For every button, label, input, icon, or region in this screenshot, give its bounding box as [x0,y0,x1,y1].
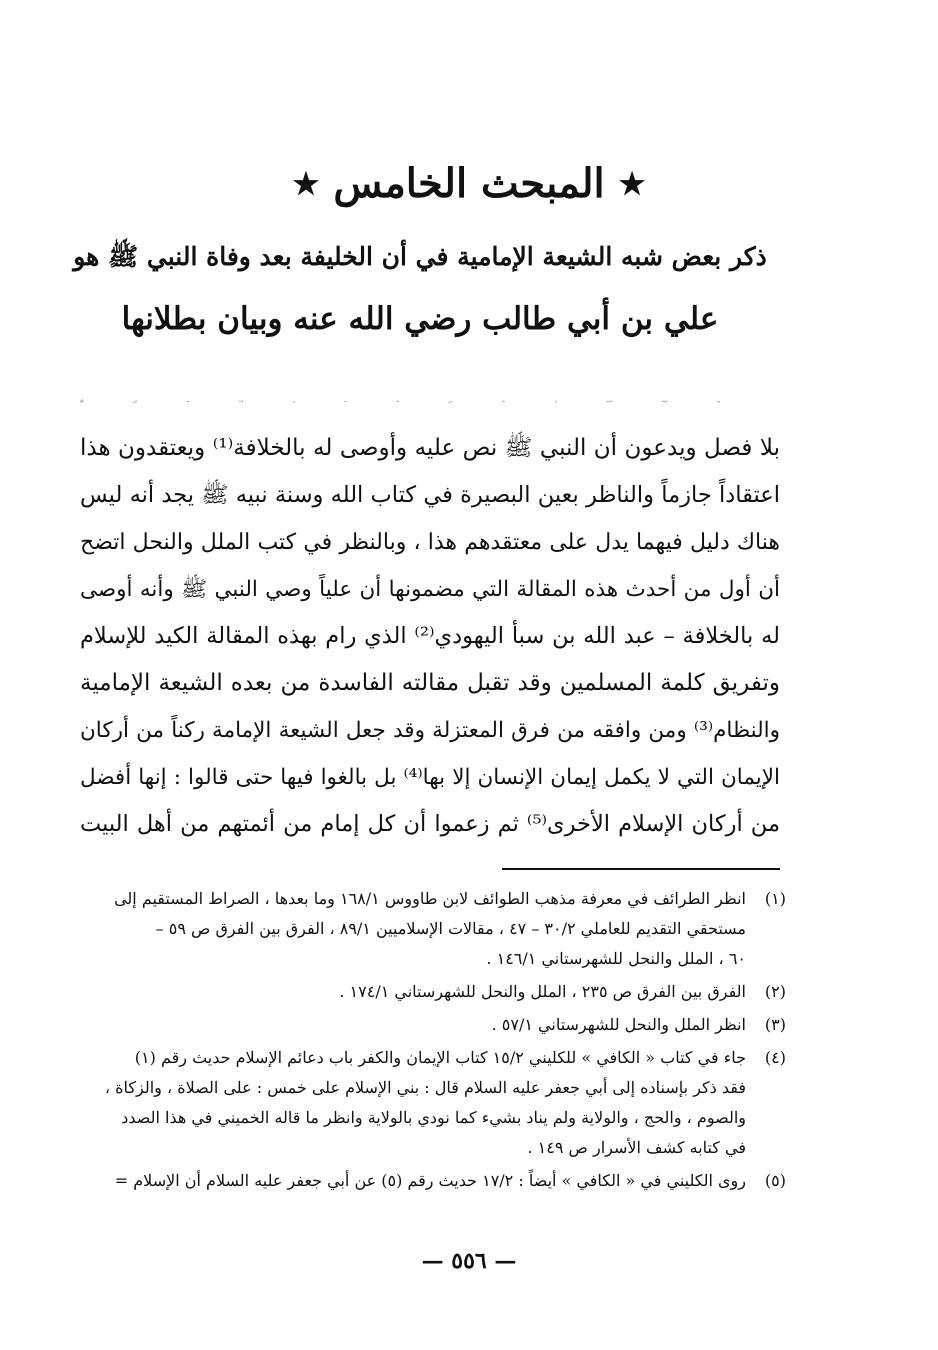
star-icon: ★ [292,167,320,202]
footnote-line: والصوم ، والحج ، والولاية ولم يناد بشيء كما نودي بالولاية وانظر ما قاله الخميني في هذا الصدد [121,1108,746,1127]
body-line: أن أول من أحدث هذه المقالة التي مضمونها أن علياً وصي النبي ﷺ وأنه أوصى [80,577,780,602]
footnote-line: ٦٠ ، الملل والنحل للشهرستاني ١٤٦/١ . [486,949,746,968]
body-line: والنظام⁽³⁾ ومن وافقه من فرق المعتزلة وقد جعل الشيعة الإمامة ركناً من أركان [80,718,780,743]
footnote [76,884,786,974]
star-icon: ★ [618,167,646,202]
footnote-line: انظر الطرائف في معرفة مذهب الطوائف لابن طاووس ١٦٨/١ وما بعدها ، الصراط المستقيم إلى [114,889,746,908]
chapter-heading [0,158,938,211]
body-line: اعتقاداً جازماً والناظر بعين البصيرة في كتاب الله وسنة نبيه ﷺ يجد أنه ليس [80,482,780,508]
chapter-heading-text: المبحث الخامس [333,160,605,207]
body-line: هناك دليل فيهما يدل على معتقدهم هذا ، وبالنظر في كتب الملل والنحل اتضح [80,530,780,555]
footnote-line: الفرق بين الفرق ص ٢٣٥ ، الملل والنحل للشهرستاني ١٧٤/١ . [339,982,746,1001]
footnote-line: فقد ذكر بإسناده إلى أبي جعفر عليه السلام قال : بني الإسلام على خمس : على الصلاة ، والزكاة ، [104,1078,746,1097]
footnote-number: (٢) [764,982,786,1001]
page-number: — ٥٥٦ — [421,1248,517,1274]
footnote-number: (١) [764,889,786,908]
body-line: وتفريق كلمة المسلمين وقد تقبل مقالته الفاسدة من بعده الشيعة الإمامية [80,670,780,696]
body-line: له بالخلافة – عبد الله بن سبأ اليهودي⁽²⁾ الذي رام بهذه المقالة الكيد للإسلام [80,623,780,649]
footnote [76,1043,786,1163]
footnotes [76,884,786,1199]
footnote-line: روى الكليني في « الكافي » أيضاً : ١٧/٢ حديث رقم (٥) عن أبي جعفر عليه السلام أن الإسلام = [114,1171,746,1190]
body-line: من أركان الإسلام الأخرى⁽⁵⁾ ثم زعموا أن كل إمام من أئمتهم من أهل البيت [80,811,780,837]
footnote-line: في كتابه كشف الأسرار ص ١٤٩ . [527,1138,746,1157]
footnote [76,1010,786,1040]
footnote-divider [502,868,780,870]
body-paragraph [80,378,780,848]
body-line: الإيمان التي لا يكمل إيمان الإنسان إلا بها⁽⁴⁾ بل بالغوا فيها حتى قالوا : إنها أفضل [80,765,780,790]
footnote-line: انظر الملل والنحل للشهرستاني ٥٧/١ . [491,1015,746,1034]
footnote-line: مستحقي التقديم للعاملي ٣٠/٢ – ٤٧ ، مقالات الإسلاميين ٨٩/١ ، الفرق بين الفرق ص ٥٩ – [155,919,746,938]
body-line: يزعم الشيعة الإمامية بأن علياً رضي الله عنه هو الإمام بعد النبي ﷺ [80,399,720,403]
footnote-number: (٣) [764,1015,786,1034]
section-title-line: علي بن أبي طالب رضي الله عنه وبيان بطلانها [121,301,719,337]
footnote-line: جاء في كتاب « الكافي » للكليني ١٥/٢ كتاب الإيمان والكفر باب دعائم الإسلام حديث رقم (١) [134,1048,746,1067]
body-line: بلا فصل ويدعون أن النبي ﷺ نص عليه وأوصى له بالخلافة⁽¹⁾ ويعتقدون هذا [80,435,780,461]
section-title-line: ذكر بعض شبه الشيعة الإمامية في أن الخليفة بعد وفاة النبي ﷺ هو [73,242,767,271]
footnote-number: (٥) [764,1171,786,1190]
footnote [76,1166,786,1196]
section-title [70,225,770,351]
footnote-number: (٤) [764,1048,786,1067]
footnote [76,977,786,1007]
